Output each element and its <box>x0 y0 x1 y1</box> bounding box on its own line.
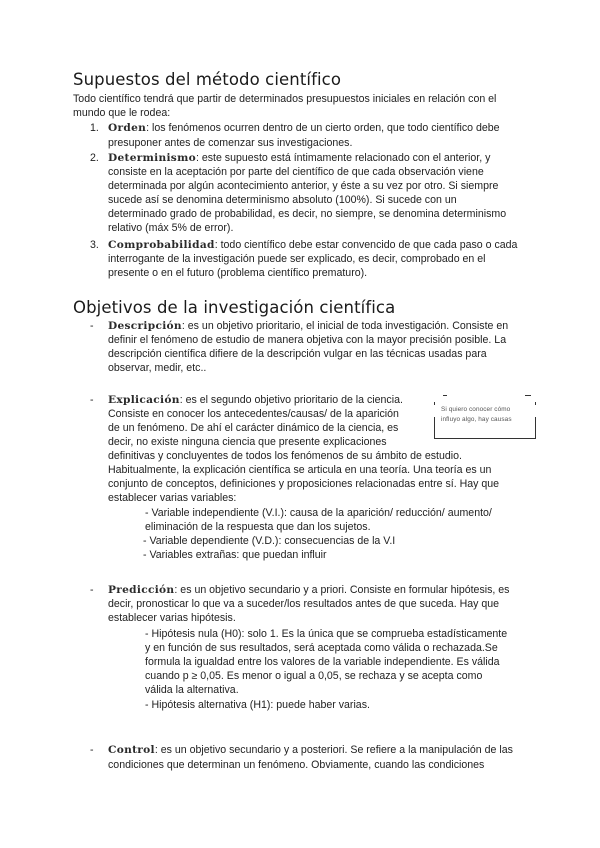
margin-note-line: Si quiero conocer cómo <box>441 406 511 413</box>
list-dash: - <box>90 744 94 756</box>
list-item-line: relativo (máx 5% de error). <box>108 222 234 234</box>
list-item-line: presente o en el futuro (problema científico prematuro). <box>108 267 368 279</box>
term-descripcion: Descripción <box>108 320 182 332</box>
list-item-line: conjunto de conceptos, definiciones y proposiciones relacionadas entre sí. Hay que <box>108 478 500 490</box>
list-item-line: decir, pronosticar lo que va a suceder/los resultados antes de que suceda. Hay que <box>108 598 500 610</box>
list-dash: - <box>90 320 94 332</box>
list-item-prediccion: Predicción: es un objetivo secundario y a priori. Consiste en formular hipótesis, es <box>108 584 510 596</box>
sub-item-line: - Hipótesis alternativa (H1): puede haber varias. <box>145 699 370 711</box>
list-item-line: descripción científica difiere de la descripción vulgar en las técnicas usadas para <box>108 348 487 360</box>
margin-note-line: influyo algo, hay causas <box>441 416 512 423</box>
term-control: Control <box>108 744 155 756</box>
list-dash: - <box>90 394 94 406</box>
section-title-supuestos: Supuestos del método científico <box>73 70 342 89</box>
list-item-line: determinada por algún acontecimiento anterior, y éste a su vez por otro. Si siempre <box>108 180 499 192</box>
sub-item-line: eliminación de la respuesta que dan los sujetos. <box>145 521 371 533</box>
list-number: 1. <box>90 122 99 134</box>
list-item-line: definir el fenómeno de estudio de manera objetiva con la mayor precisión posible. La <box>108 334 507 346</box>
list-item-line: interrogante de la investigación puede ser explicado, es decir, comprobado en el <box>108 253 486 265</box>
sub-item-line: formula la igualdad entre los valores de la variable independiente. Es válida <box>145 656 500 668</box>
list-item-determinismo: Determinismo: este supuesto está íntimamente relacionado con el anterior, y <box>108 152 491 164</box>
list-item-comprobabilidad: Comprobabilidad: todo científico debe estar convencido de que cada paso o cada <box>108 239 518 251</box>
term-determinismo: Determinismo <box>108 152 196 164</box>
term-comprobabilidad: Comprobabilidad <box>108 239 215 251</box>
list-item-line: Habitualmente, la explicación científica se articula en una teoría. Una teoría es un <box>108 464 492 476</box>
list-item-orden: Orden: los fenómenos ocurren dentro de un cierto orden, que todo científico debe <box>108 122 500 134</box>
margin-note <box>434 395 536 439</box>
term-explicacion: Explicación <box>108 394 180 406</box>
list-item-line: establecer varias hipótesis. <box>108 612 236 624</box>
list-item-explicacion: Explicación: es el segundo objetivo prioritario de la ciencia. <box>108 394 403 406</box>
sub-item-line: - Variable dependiente (V.D.): consecuencias de la V.I <box>143 535 396 547</box>
list-item-line: consiste en la aceptación por parte del científico de que cada observación viene <box>108 166 484 178</box>
sub-item-line: cuando p ≥ 0,05. Es menor o igual a 0,05, se rechaza y se acepta como <box>145 670 483 682</box>
list-item-line: definitivas y concluyentes de todos los fenómenos de su ámbito de estudio. <box>108 450 462 462</box>
list-item-line: Consiste en conocer los antecedentes/causas/ de la aparición <box>108 408 399 420</box>
list-number: 3. <box>90 239 99 251</box>
list-item-line: determinado grado de probabilidad, es decir, no siempre, se denomina determinismo <box>108 208 507 220</box>
list-item-line: presuponer antes de comenzar sus investigaciones. <box>108 137 353 149</box>
list-item-line: establecer varias variables: <box>108 492 237 504</box>
intro-line: Todo científico tendrá que partir de determinados presupuestos iniciales en relación con el <box>73 93 497 105</box>
sub-item-line: - Variables extrañas: que puedan influir <box>143 549 327 561</box>
list-item-line: observar, medir, etc.. <box>108 362 207 374</box>
list-item-line: decir, no existe ninguna ciencia que presente explicaciones <box>108 436 387 448</box>
list-item-line: condiciones que determinan un fenómeno. Obviamente, cuando las condiciones <box>108 759 485 771</box>
sub-item-line: válida la alternativa. <box>145 684 239 696</box>
term-prediccion: Predicción <box>108 584 175 596</box>
sub-item-line: - Variable independiente (V.I.): causa de la aparición/ reducción/ aumento/ <box>145 507 492 519</box>
list-item-line: sucede así se denomina determinismo absoluto (100%). Si sucede con un <box>108 194 457 206</box>
sub-item-line: - Hipótesis nula (H0): solo 1. Es la única que se comprueba estadísticamente <box>145 628 508 640</box>
list-item-control: Control: es un objetivo secundario y a posteriori. Se refiere a la manipulación de las <box>108 744 513 756</box>
list-item-descripcion: Descripción: es un objetivo prioritario, el inicial de toda investigación. Consiste en <box>108 320 509 332</box>
section-title-objetivos: Objetivos de la investigación científica <box>73 298 396 317</box>
term-orden: Orden <box>108 122 147 134</box>
list-item-line: de un fenómeno. De ahí el carácter dinámico de la ciencia, es <box>108 422 399 434</box>
list-number: 2. <box>90 152 99 164</box>
intro-line: mundo que le rodea: <box>73 107 171 119</box>
sub-item-line: y en función de sus resultados, será aceptada como válida o rechazada.Se <box>145 642 498 654</box>
list-dash: - <box>90 584 94 596</box>
